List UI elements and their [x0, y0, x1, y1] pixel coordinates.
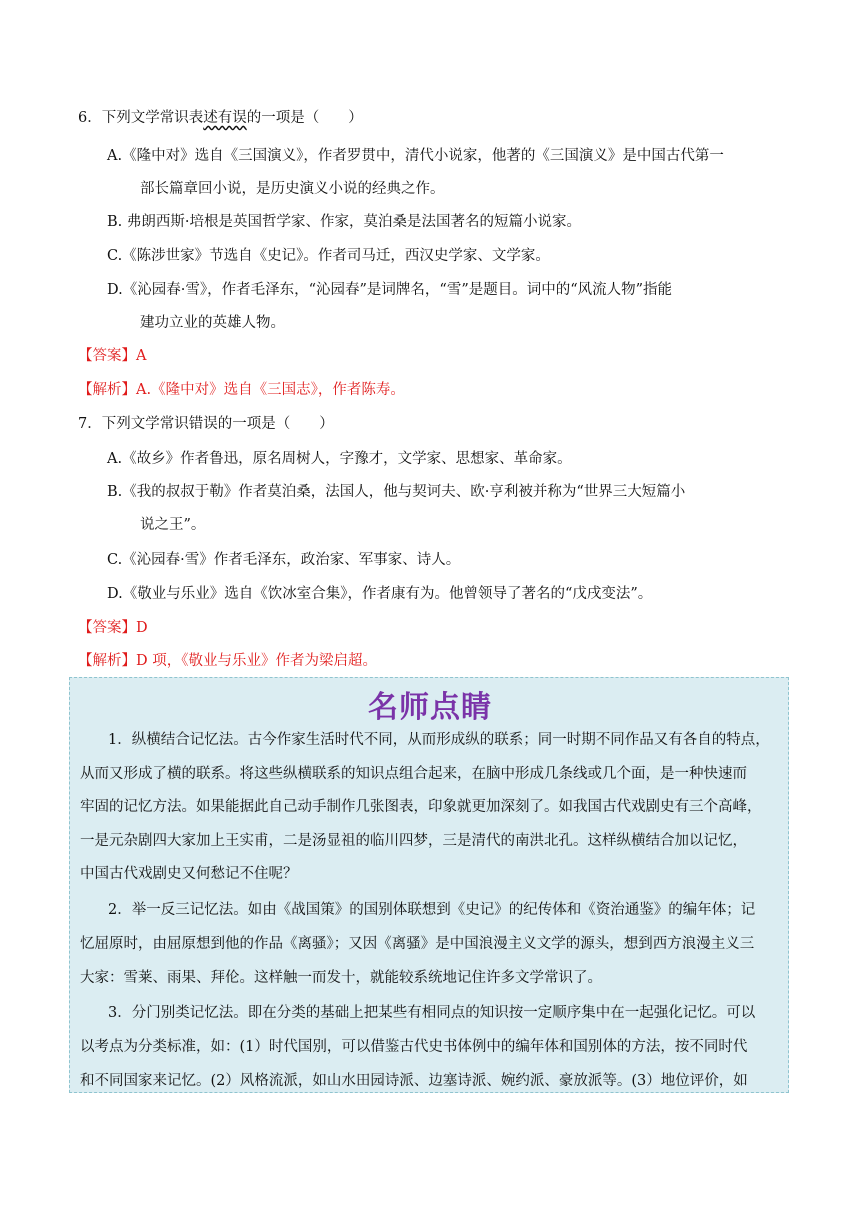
question-7-analysis-text: D 项，《敬业与乐业》作者为梁启超。: [136, 653, 377, 669]
question-6-answer: [78, 346, 146, 366]
question-6-option-a-line-2: 部长篇章回小说，是历史演义小说的经典之作。: [140, 181, 445, 197]
question-6-stem-suffix: 的一项是（ ）: [246, 110, 363, 126]
question-6-stem-emphasis: 述有误: [203, 110, 247, 126]
question-6-stem-prefix: 6．下列文学常识表: [78, 110, 204, 126]
question-7-analysis-tag: 【解析】: [78, 653, 136, 669]
tips-line: 2．举一反三记忆法。如由《战国策》的国别体联想到《史记》的纪传体和《资治通鉴》的编年体；记: [108, 902, 756, 918]
question-6-stem: [78, 108, 363, 128]
question-6-answer-value: A: [136, 348, 147, 364]
tips-line: 大家：雪莱、雨果、拜伦。这样触一而发十，就能较系统地记住许多文学常识了。: [80, 970, 602, 986]
question-6-analysis-text: A.《隆中对》选自《三国志》，作者陈寿。: [136, 382, 405, 398]
question-7-answer-tag: 【答案】: [78, 620, 136, 636]
question-7-stem: 7．下列文学常识错误的一项是（ ）: [78, 416, 334, 432]
question-7-answer: [78, 618, 148, 638]
question-6-option-c: C.《陈涉世家》节选自《史记》。作者司马迁，西汉史学家、文学家。: [107, 248, 550, 264]
question-7-option-b-line-2: 说之王”。: [140, 517, 206, 533]
question-6-option-d-line-2: 建功立业的英雄人物。: [140, 315, 285, 331]
tips-line: 以考点为分类标准，如：(1）时代国别，可以借鉴古代史书体例中的编年体和国别体的方法，按不同时代: [80, 1039, 748, 1055]
question-6-option-a-line-1: A.《隆中对》选自《三国演义》，作者罗贯中，清代小说家，他著的《三国演义》是中国古代第一: [107, 148, 724, 164]
question-7-option-d: D.《敬业与乐业》选自《饮冰室合集》，作者康有为。他曾领导了著名的“戊戌变法”。: [107, 586, 653, 602]
tips-line: 1．纵横结合记忆法。古今作家生活时代不同，从而形成纵的联系；同一时期不同作品又有各自的特点，: [108, 732, 770, 748]
question-6-analysis: [78, 380, 405, 400]
tips-line: 和不同国家来记忆。(2）风格流派，如山水田园诗派、边塞诗派、婉约派、豪放派等。(3）地位评价，如: [80, 1073, 748, 1089]
question-7-option-a: A.《故乡》作者鲁迅，原名周树人，字豫才，文学家、思想家、革命家。: [107, 451, 572, 467]
tips-title: 名师点睛: [368, 690, 492, 725]
tips-line: 中国古代戏剧史又何愁记不住呢？: [80, 866, 298, 882]
tips-line: 3．分门别类记忆法。即在分类的基础上把某些有相同点的知识按一定顺序集中在一起强化记忆。可以: [108, 1005, 756, 1021]
question-7-option-c: C.《沁园春·雪》作者毛泽东，政治家、军事家、诗人。: [107, 552, 461, 568]
question-6-analysis-tag: 【解析】: [78, 382, 136, 398]
tips-line: 一是元杂剧四大家加上王实甫，二是汤显祖的临川四梦，三是清代的南洪北孔。这样纵横结合加以记忆，: [80, 833, 747, 849]
tips-line: 忆屈原时，由屈原想到他的作品《离骚》；又因《离骚》是中国浪漫主义文学的源头，想到西方浪漫主义三: [80, 936, 755, 952]
question-6-option-b: B. 弗朗西斯·培根是英国哲学家、作家，莫泊桑是法国著名的短篇小说家。: [107, 214, 581, 230]
question-6-answer-tag: 【答案】: [78, 348, 136, 364]
tips-line: 牢固的记忆方法。如果能据此自己动手制作几张图表，印象就更加深刻了。如我国古代戏剧史有三个高峰，: [80, 799, 762, 815]
question-7-option-b-line-1: B.《我的叔叔于勒》作者莫泊桑，法国人，他与契诃夫、欧·亨利被并称为“世界三大短篇小: [107, 484, 686, 500]
question-7-answer-value: D: [136, 620, 148, 636]
tips-line: 从而又形成了横的联系。将这些纵横联系的知识点组合起来，在脑中形成几条线或几个面，是一种快速而: [80, 766, 747, 782]
question-7-analysis: [78, 651, 377, 671]
question-6-option-d-line-1: D.《沁园春·雪》，作者毛泽东，“沁园春”是词牌名，“雪”是题目。词中的“风流人物”指能: [107, 282, 673, 298]
